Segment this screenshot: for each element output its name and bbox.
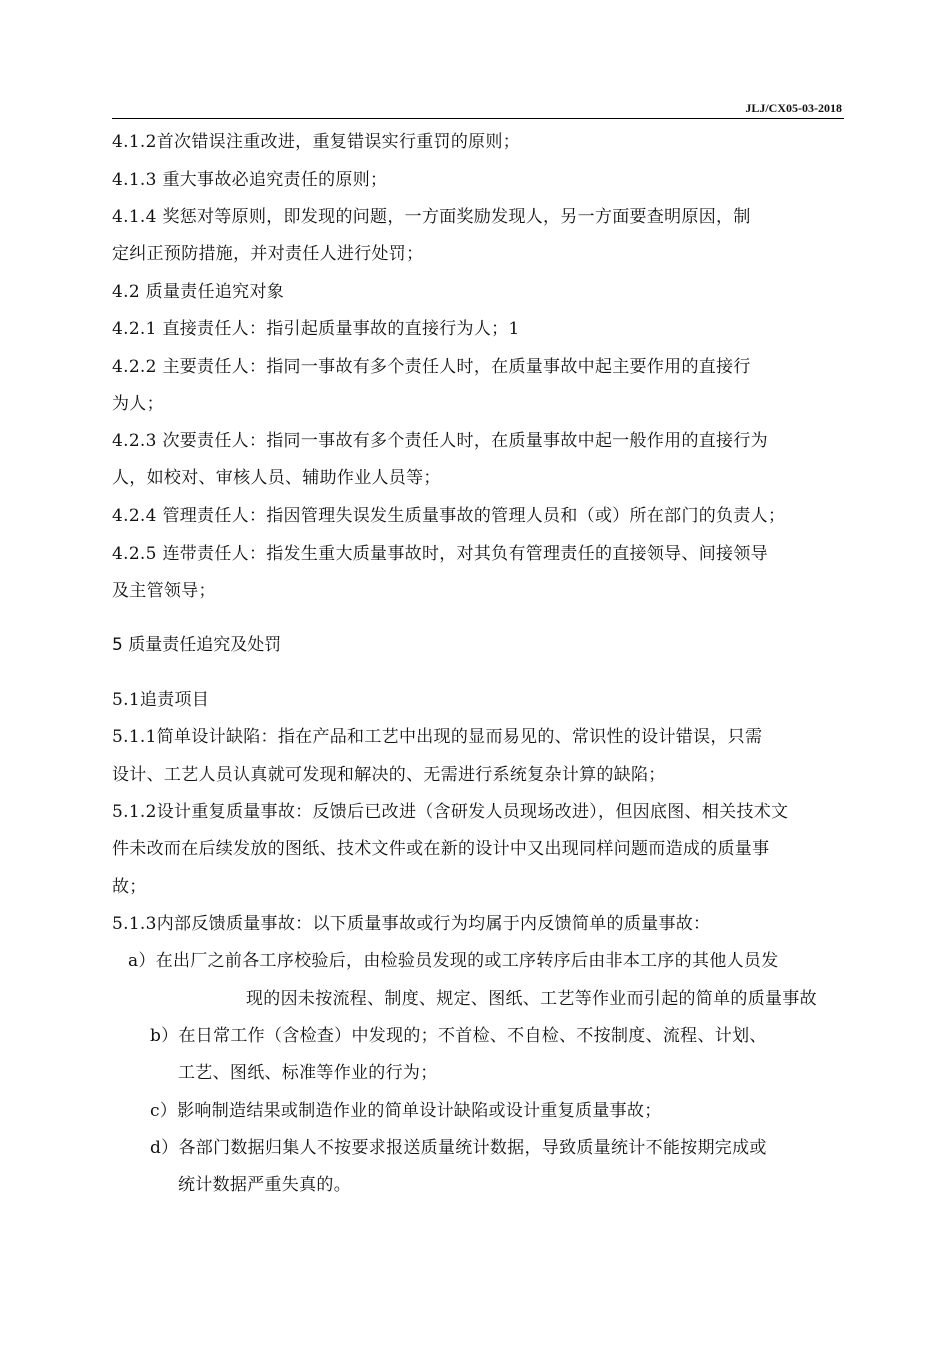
clause-4-1-2: 4.1.2首次错误注重改进，重复错误实行重罚的原则； [112,132,521,152]
clause-5-1-1: 5.1.1简单设计缺陷：指在产品和工艺中出现的显而易见的、常识性的设计错误，只需 [112,727,763,747]
clause-5-1-2-cont2: 故； [112,877,147,897]
item-b-cont: 工艺、图纸、标准等作业的行为； [178,1063,438,1083]
item-d: d）各部门数据归集人不按要求报送质量统计数据，导致质量统计不能按期完成或 [150,1138,767,1158]
section-5-1-title: 5.1追责项目 [112,690,210,710]
clause-5-1-2: 5.1.2设计重复质量事故：反馈后已改进（含研发人员现场改进），但因底图、相关技术文 [112,802,789,822]
clause-4-2-3-cont: 人，如校对、审核人员、辅助作业人员等； [112,468,441,488]
item-a: a）在出厂之前各工序校验后，由检验员发现的或工序转序后由非本工序的其他人员发 [128,951,779,971]
clause-4-2-2: 4.2.2 主要责任人：指同一事故有多个责任人时，在质量事故中起主要作用的直接行 [112,357,751,377]
clause-5-1-2-cont: 件未改而在后续发放的图纸、技术文件或在新的设计中又出现同样问题而造成的质量事 [112,839,770,859]
section-4-2-title: 4.2 质量责任追究对象 [112,282,285,302]
clause-4-2-4: 4.2.4 管理责任人：指因管理失误发生质量事故的管理人员和（或）所在部门的负责人； [112,506,786,526]
clause-4-1-3: 4.1.3 重大事故必追究责任的原则； [112,170,388,190]
clause-5-1-3: 5.1.3内部反馈质量事故：以下质量事故或行为均属于内反馈简单的质量事故： [112,914,711,934]
section-5-heading: 5 质量责任追究及处罚 [112,635,282,655]
clause-4-2-3: 4.2.3 次要责任人：指同一事故有多个责任人时，在质量事故中起一般作用的直接行为 [112,431,768,451]
clause-5-1-1-cont: 设计、工艺人员认真就可发现和解决的、无需进行系统复杂计算的缺陷； [112,765,666,785]
clause-4-1-4-cont: 定纠正预防措施，并对责任人进行处罚； [112,244,424,264]
item-a-cont: 现的因未按流程、制度、规定、图纸、工艺等作业而引起的简单的质量事故 [246,989,817,1009]
clause-4-2-5-cont: 及主管领导； [112,581,216,601]
clause-4-2-1: 4.2.1 直接责任人：指引起质量事故的直接行为人；1 [112,319,520,339]
item-b: b）在日常工作（含检查）中发现的；不首检、不自检、不按制度、流程、计划、 [150,1026,767,1046]
header-rule [112,118,844,119]
clause-4-2-2-cont: 为人； [112,394,164,414]
document-code: JLJ/CX05-03-2018 [745,101,842,115]
clause-4-2-5: 4.2.5 连带责任人：指发生重大质量事故时，对其负有管理责任的直接领导、间接领导 [112,544,768,564]
item-c: c）影响制造结果或制造作业的简单设计缺陷或设计重复质量事故； [150,1101,662,1121]
clause-4-1-4: 4.1.4 奖惩对等原则，即发现的问题，一方面奖励发现人，另一方面要查明原因，制 [112,207,751,227]
item-d-cont: 统计数据严重失真的。 [178,1175,351,1195]
